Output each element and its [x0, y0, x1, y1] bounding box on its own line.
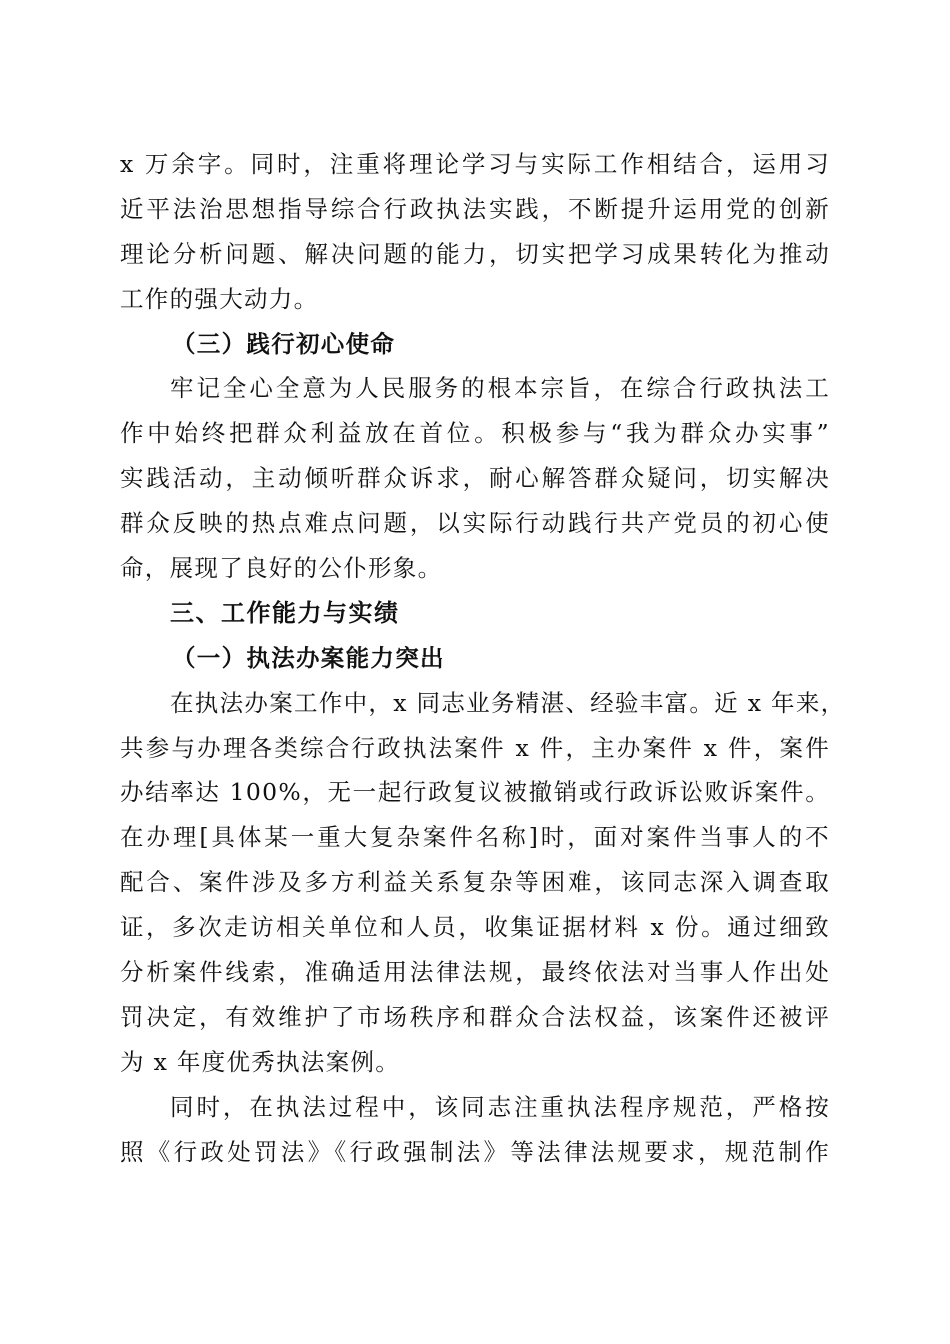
paragraph-line: 理论分析问题、解决问题的能力，切实把学习成果转化为推动: [120, 239, 830, 268]
paragraph-line: 命，展现了良好的公仆形象。: [120, 554, 443, 583]
paragraph-line: 群众反映的热点难点问题，以实际行动践行共产党员的初心使: [120, 509, 830, 538]
paragraph-line: 照《行政处罚法》《行政强制法》等法律法规要求，规范制作: [120, 1137, 830, 1166]
document-body: [120, 142, 846, 1174]
paragraph-line: 配合、案件涉及多方利益关系复杂等困难，该同志深入调查取: [120, 868, 830, 897]
paragraph-line: x 万余字。同时，注重将理论学习与实际工作相结合，运用习: [120, 150, 830, 178]
paragraph-line: 为 x 年度优秀执法案例。: [120, 1047, 401, 1076]
paragraph-line: 近平法治思想指导综合行政执法实践，不断提升运用党的创新: [120, 194, 830, 223]
section-heading: 三、工作能力与实绩: [170, 598, 400, 627]
paragraph-line: 同时，在执法过程中，该同志注重执法程序规范，严格按: [170, 1092, 830, 1121]
section-subheading: （一）执法办案能力突出: [172, 643, 445, 672]
paragraph-line: 罚决定，有效维护了市场秩序和群众合法权益，该案件还被评: [120, 1002, 830, 1031]
paragraph-line: 证，多次走访相关单位和人员，收集证据材料 x 份。通过细致: [120, 913, 830, 942]
section-subheading: （三）践行初心使命: [172, 329, 396, 358]
paragraph-line: 牢记全心全意为人民服务的根本宗旨，在综合行政执法工: [170, 374, 830, 403]
paragraph-line: 在执法办案工作中，x 同志业务精湛、经验丰富。近 x 年来，: [170, 688, 846, 717]
paragraph-line: 分析案件线索，准确适用法律法规，最终依法对当事人作出处: [120, 958, 830, 987]
paragraph-line: 工作的强大动力。: [120, 284, 319, 313]
paragraph-line: 作中始终把群众利益放在首位。积极参与“我为群众办实事”: [120, 419, 830, 448]
paragraph-line: 实践活动，主动倾听群众诉求，耐心解答群众疑问，切实解决: [120, 464, 830, 493]
paragraph-line: 办结率达 100%，无一起行政复议被撤销或行政诉讼败诉案件。: [120, 778, 830, 807]
paragraph-line: 共参与办理各类综合行政执法案件 x 件，主办案件 x 件，案件: [120, 733, 830, 762]
paragraph-line: 在办理[具体某一重大复杂案件名称]时，面对案件当事人的不: [120, 823, 830, 852]
